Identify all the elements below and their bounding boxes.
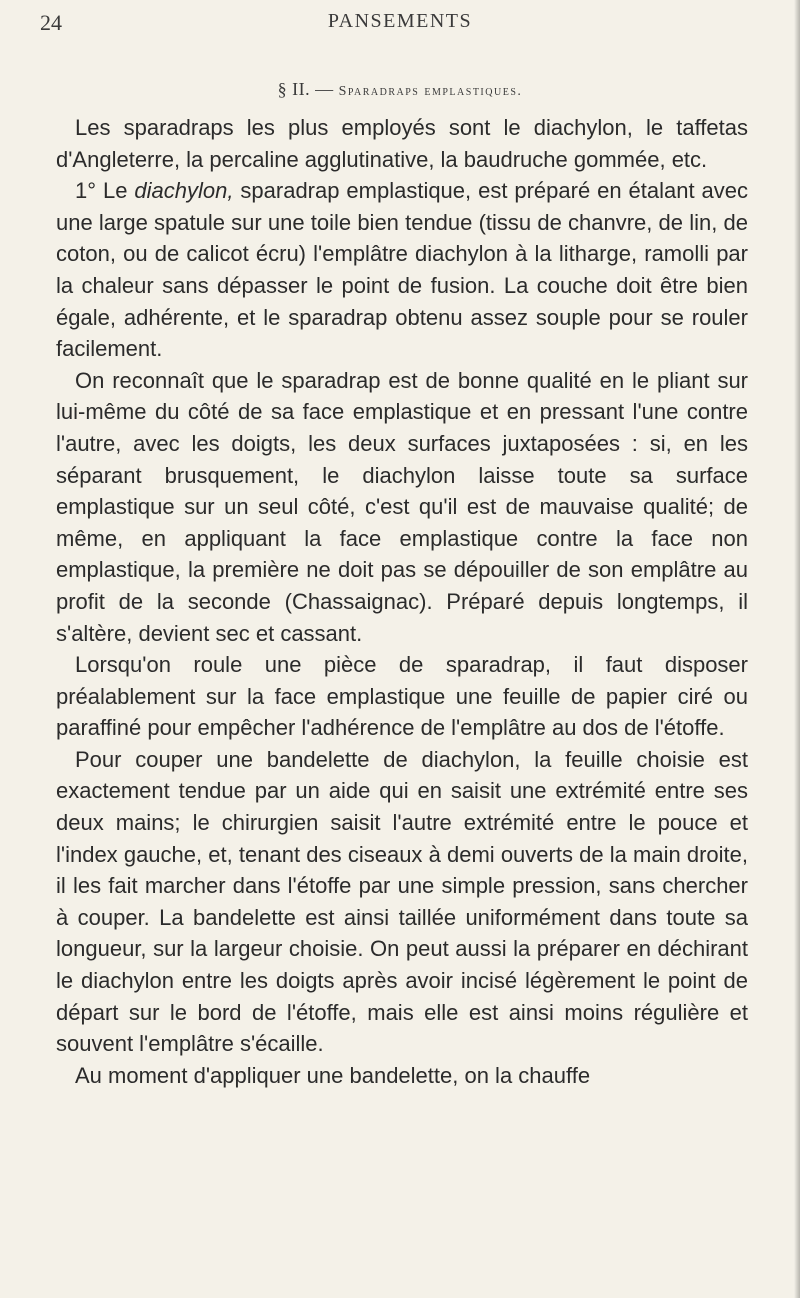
section-title: Sparadraps emplastiques. [338, 84, 523, 99]
paragraph-applying: Au moment d'appliquer une bandelette, on la chauffe [75, 1062, 591, 1088]
paragraph-rolling: Lorsqu'on roule une pièce de sparadrap, il faut disposer préalablement sur la face emplastique une feuille de papier ciré ou paraffiné pour empêcher l'adhérence de l'emplâtre au dos de l'étoffe. [56, 652, 748, 741]
term-diachylon: diachylon, [134, 178, 234, 204]
paragraph-quality-test: On reconnaît que le sparadrap est de bonne qualité en le pliant sur lui-même du côté de sa face emplastique et en pressant l'une contre l'autre, avec les doigts, les deux surfaces juxtaposées : si, en les séparant brusquement, le diachylon laisse toute sa surface emplastique sur un seul côté, c'est qu'il est de mauvaise qualité; de même, en appliquant la face emplastique contre la face non emplastique, la première ne doit pas se dépouiller de son emplâtre au profit de la seconde (Chassaignac). Préparé depuis longtemps, il s'altère, devient sec et cassant. [56, 367, 748, 646]
paragraph-intro: Les sparadraps les plus employés sont le diachylon, le taffetas d'Angleterre, la percaline agglutinative, la baudruche gommée, etc. [56, 115, 748, 172]
paragraph-diachylon [56, 175, 748, 365]
running-head [0, 6, 800, 40]
page-number: 24 [40, 10, 62, 35]
section-heading [0, 79, 800, 100]
paragraph-diachylon-rest: sparadrap emplastique, est préparé en étalant avec une large spatule sur une toile bien tendue (tissu de chanvre, de lin, de coton, ou de calicot écru) l'emplâtre diachylon à la litharge, ramolli par la chaleur sans dépasser le point de fusion. La couche doit être bien égale, adhérente, et le sparadrap obtenu assez souple pour se rouler facilement. [56, 178, 749, 362]
body-text [56, 112, 748, 1091]
running-title: PANSEMENTS [327, 10, 473, 32]
paragraph-cutting: Pour couper une bandelette de diachylon, la feuille choisie est exactement tendue par un aide qui en saisit une extrémité entre ses deux mains; le chirurgien saisit l'autre extrémité entre le pouce et l'index gauche, et, tenant des ciseaux à demi ouverts de la main droite, il les fait marcher dans l'étoffe par une simple pression, sans chercher à couper. La bandelette est ainsi taillée uniformément dans toute sa longueur, sur la largeur choisie. On peut aussi la préparer en déchirant le diachylon entre les doigts après avoir incisé légèrement le point de départ sur le bord de l'étoffe, mais elle est ainsi moins régulière et souvent l'emplâtre s'écaille. [56, 746, 748, 1057]
paragraph-diachylon-prefix: 1° Le [75, 178, 135, 204]
page-edge-shadow [794, 0, 800, 1298]
section-number: § II. — [277, 79, 334, 99]
